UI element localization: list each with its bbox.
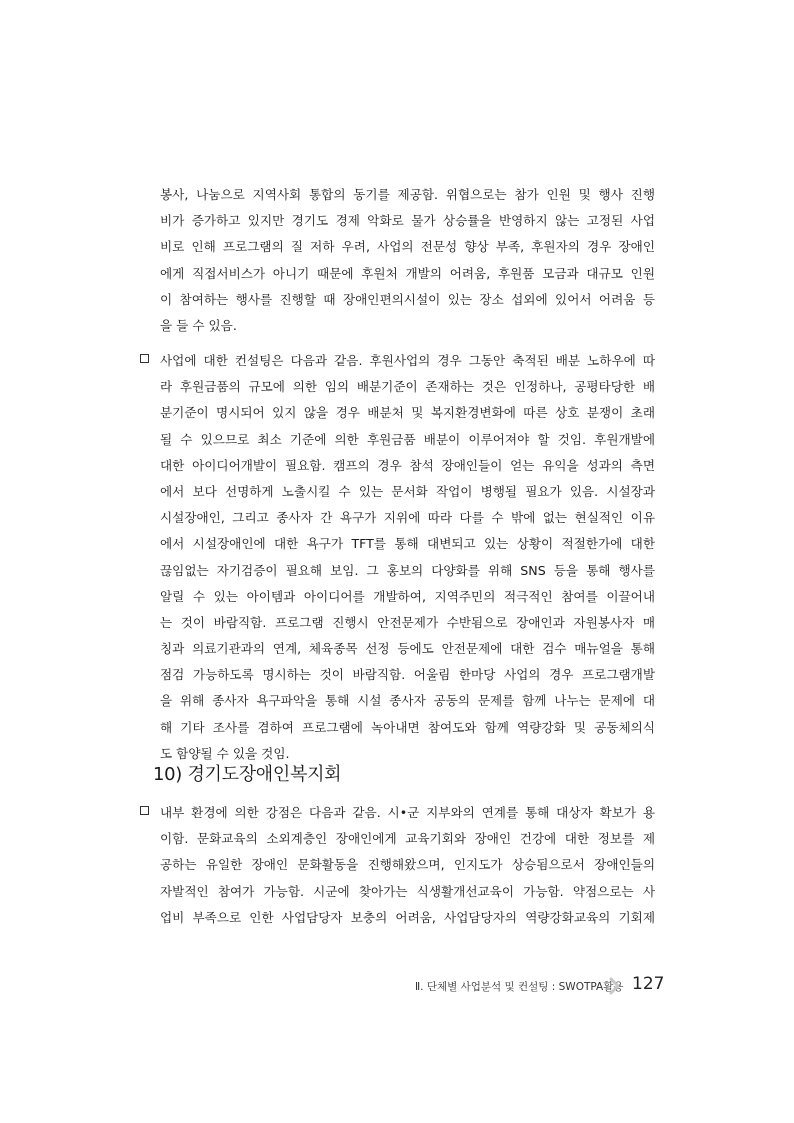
text-line: 분기준이 명시되어 있지 않을 경우 배분처 및 복지환경변화에 따른 상호 분쟁이 초래 (160, 405, 655, 421)
square-bullet-icon (140, 806, 149, 815)
text-line: 끊임없는 자기검증이 필요해 보임. 그 홍보의 다양화를 위해 SNS 등을 통해 행사를 (160, 562, 655, 578)
text-line: 비로 인해 프로그램의 질 저하 우려, 사업의 전문성 향상 부족, 후원자의 경우 장애인 (160, 239, 655, 255)
text-line: 도 함양될 수 있을 것임. (160, 745, 290, 761)
text-line: 는 것이 바람직함. 프로그램 진행시 안전문제가 수반됨으로 장애인과 자원봉사자 매 (160, 614, 655, 630)
text-line: 자발적인 참여가 가능함. 시군에 찾아가는 식생활개선교육이 가능함. 약점으로는 사 (160, 883, 655, 899)
text-line: 사업에 대한 컨설팅은 다음과 같음. 후원사업의 경우 그동안 축적된 배분 노하우에 따 (160, 353, 655, 368)
footer-running-title: Ⅱ. 단체별 사업분석 및 컨설팅 : SWOTPA활용 (415, 981, 624, 993)
paragraph-consulting (160, 348, 655, 767)
text-line: 대한 아이디어개발이 필요함. 캠프의 경우 참석 장애인들이 얻는 유익을 성과의 측면 (160, 457, 655, 473)
text-line: 칭과 의료기관과의 연계, 체육종목 선정 등에도 안전문제에 대한 검수 매뉴얼을 통해 (160, 641, 655, 657)
text-line: 공하는 유일한 장애인 문화활동을 진행해왔으며, 인지도가 상승됨으로서 장애인들의 (160, 857, 655, 873)
chevron-right-icon (609, 977, 623, 995)
text-line: 라 후원금품의 규모에 의한 임의 배분기준이 존재하는 것은 인정하나, 공평타당한 배 (160, 379, 655, 395)
text-line: 에서 시설장애인에 대한 욕구가 TFT를 통해 대변되고 있는 상황이 적절한가에 대한 (160, 536, 655, 552)
text-line: 해 기타 조사를 겸하여 프로그램에 녹아내면 참여도와 함께 역량강화 및 공동체의식 (160, 719, 655, 735)
text-line: 업비 부족으로 인한 사업담당자 보충의 어려움, 사업담당자의 역량강화교육의 기회제 (160, 909, 655, 925)
paragraph-strengths (160, 800, 655, 931)
text-line: 내부 환경에 의한 강점은 다음과 같음. 시•군 지부와의 연계를 통해 대상자 확보가 용 (160, 805, 655, 820)
text-line: 시설장애인, 그리고 종사자 간 욕구가 지위에 따라 다를 수 밖에 없는 현실적인 이유 (160, 510, 655, 526)
text-line: 이 참여하는 행사를 진행할 때 장애인편의시설이 있는 장소 섭외에 있어서 어려움 등 (160, 291, 655, 307)
text-line: 이함. 문화교육의 소외계층인 장애인에게 교육기회와 장애인 건강에 대한 정보를 제 (160, 831, 655, 847)
text-line: 봉사, 나눔으로 지역사회 통합의 동기를 제공함. 위협으로는 참가 인원 및 행사 진행 (160, 187, 655, 202)
square-bullet-icon (140, 354, 149, 363)
text-line: 에서 보다 선명하게 노출시킬 수 있는 문서화 작업이 병행될 필요가 있음. 시설장과 (160, 483, 655, 499)
text-line: 될 수 있으므로 최소 기준에 의한 후원금품 배분이 이루어져야 할 것임. 후원개발에 (160, 431, 655, 447)
text-line: 알릴 수 있는 아이템과 아이디어를 개발하여, 지역주민의 적극적인 참여를 이끌어내 (160, 588, 655, 604)
text-line: 에게 직접서비스가 아니기 때문에 후원처 개발의 어려움, 후원품 모금과 대규모 인원 (160, 265, 655, 281)
page-number: 127 (632, 974, 665, 994)
text-line: 을 들 수 있음. (160, 317, 237, 333)
text-line: 비가 증가하고 있지만 경기도 경제 악화로 물가 상승률을 반영하지 않는 고정된 사업 (160, 213, 655, 229)
text-line: 을 위해 종사자 욕구파악을 통해 시설 종사자 공동의 문제를 함께 나누는 문제에 대 (160, 693, 655, 709)
paragraph-threats (160, 182, 655, 339)
text-line: 점검 가능하도록 명시하는 것이 바람직함. 어울림 한마당 사업의 경우 프로그램개발 (160, 667, 655, 683)
section-heading: 10) 경기도장애인복지회 (153, 764, 342, 785)
page-footer (415, 974, 665, 998)
